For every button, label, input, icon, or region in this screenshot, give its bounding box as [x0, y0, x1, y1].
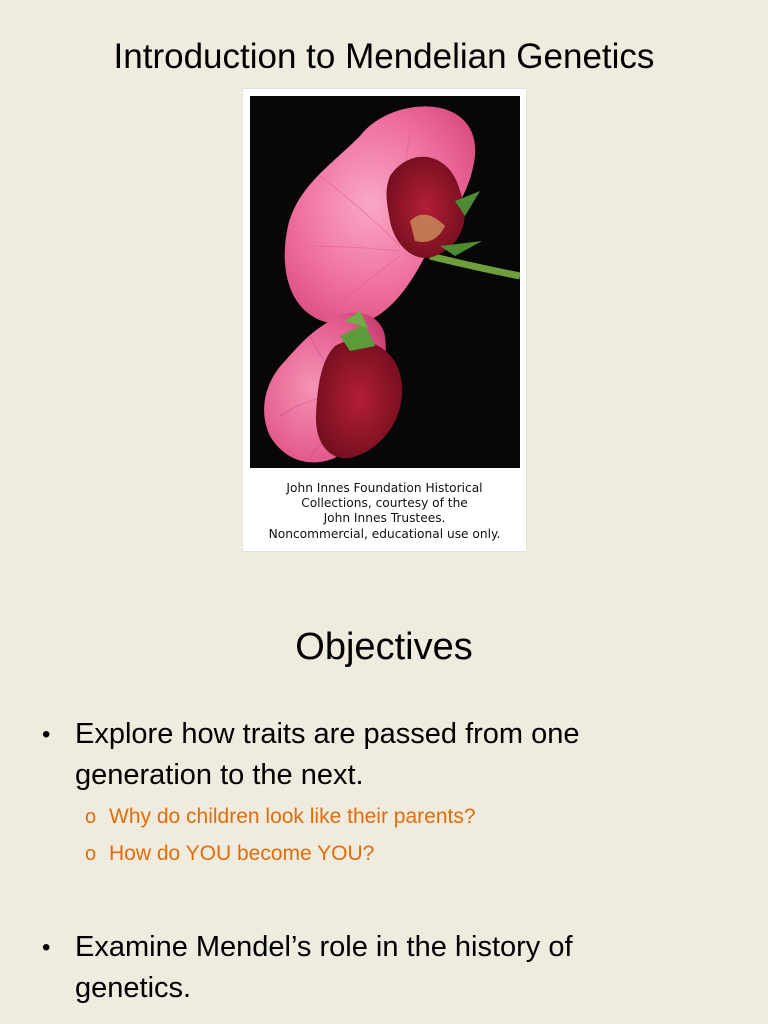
- sub-bullet-marker: o: [85, 806, 97, 828]
- flower-photo-card: [243, 89, 526, 551]
- objective-line: Explore how traits are passed from one: [75, 718, 580, 750]
- objective-line: Examine Mendel’s role in the history of: [75, 931, 573, 963]
- sub-objective-text: How do YOU become YOU?: [109, 842, 375, 865]
- sweet-pea-photo: [250, 96, 520, 468]
- slide-title: Introduction to Mendelian Genetics: [113, 37, 655, 76]
- lower-keel: [316, 340, 402, 458]
- photo-caption: [243, 481, 526, 542]
- caption-line: John Innes Trustees.: [323, 511, 446, 526]
- section-title: Objectives: [295, 626, 473, 668]
- objective-line: generation to the next.: [75, 759, 364, 791]
- sweet-pea-illustration: [250, 96, 520, 468]
- bullet-marker: •: [42, 934, 51, 961]
- caption-line: Noncommercial, educational use only.: [268, 526, 501, 541]
- sub-bullet-marker: o: [85, 843, 97, 865]
- objective-line: genetics.: [75, 972, 192, 1004]
- sub-objective-text: Why do children look like their parents?: [109, 805, 476, 828]
- bullet-marker: •: [42, 721, 51, 748]
- caption-line: John Innes Foundation Historical: [286, 481, 483, 495]
- caption-line: Collections, courtesy of the: [301, 496, 468, 511]
- stem: [430, 256, 520, 276]
